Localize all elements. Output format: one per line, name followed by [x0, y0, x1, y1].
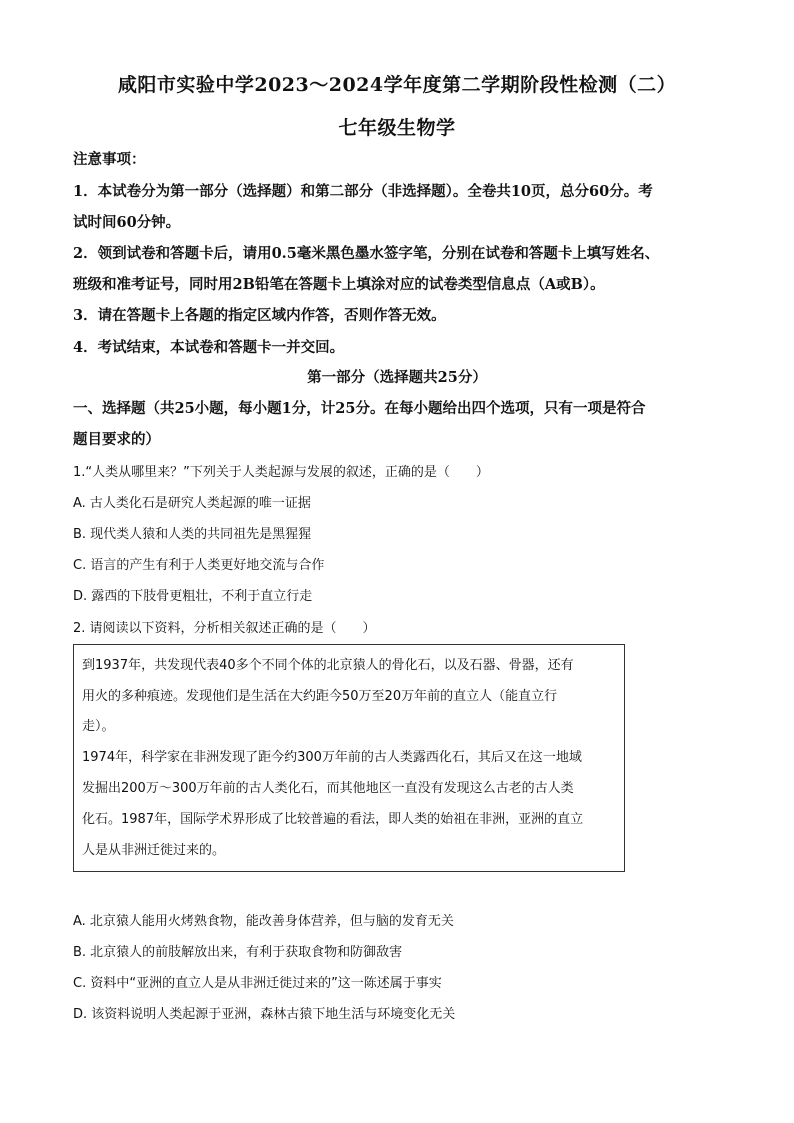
- note-line: 3．请在答题卡上各题的指定区域内作答，否则作答无效。: [73, 307, 446, 324]
- question-2-option-c: C. 资料中“亚洲的直立人是从非洲迁徙过来的”这一陈述属于事实: [73, 976, 442, 991]
- material-line: 到1937年，共发现代表40多个不同个体的北京猿人的骨化石，以及石器、骨器，还有: [82, 658, 574, 673]
- question-2-option-a: A. 北京猿人能用火烤熟食物，能改善身体营养，但与脑的发育无关: [73, 914, 454, 929]
- material-line: 发掘出200万～300万年前的古人类化石，而其他地区一直没有发现这么古老的古人类: [82, 781, 574, 796]
- question-1-option-a: A. 古人类化石是研究人类起源的唯一证据: [73, 496, 311, 511]
- section-heading: 题目要求的）: [73, 431, 160, 448]
- question-1-option-d: D. 露西的下肢骨更粗壮，不利于直立行走: [73, 589, 313, 604]
- exam-subject: 七年级生物学: [338, 117, 456, 139]
- question-1-option-b: B. 现代类人猿和人类的共同祖先是黑猩猩: [73, 527, 312, 542]
- note-line: 4．考试结束，本试卷和答题卡一并交回。: [73, 339, 345, 356]
- material-line: 走）。: [82, 719, 115, 734]
- note-line: 1．本试卷分为第一部分（选择题）和第二部分（非选择题）。全卷共10页，总分60分。考: [73, 183, 653, 200]
- reading-material-box: [73, 644, 625, 872]
- notes-heading: 注意事项：: [73, 151, 146, 168]
- part-heading: 第一部分（选择题共25分）: [307, 369, 487, 386]
- note-line: 班级和准考证号，同时用2B铅笔在答题卡上填涂对应的试卷类型信息点（A或B）。: [73, 276, 605, 293]
- question-2-option-d: D. 该资料说明人类起源于亚洲，森林古猿下地生活与环境变化无关: [73, 1007, 456, 1022]
- material-line: 人是从非洲迁徙过来的。: [82, 843, 226, 858]
- question-1-stem: 1.“人类从哪里来？”下列关于人类起源与发展的叙述，正确的是（ ）: [73, 465, 489, 480]
- material-line: 用火的多种痕迹。发现他们是生活在大约距今50万至20万年前的直立人（能直立行: [82, 689, 558, 704]
- question-1-option-c: C. 语言的产生有利于人类更好地交流与合作: [73, 558, 325, 573]
- exam-title: 咸阳市实验中学2023～2024学年度第二学期阶段性检测（二）: [117, 74, 677, 96]
- note-line: 试时间60分钟。: [73, 214, 181, 231]
- question-2-stem: 2. 请阅读以下资料，分析相关叙述正确的是（ ）: [73, 621, 376, 636]
- section-heading: 一、选择题（共25小题，每小题1分，计25分。在每小题给出四个选项，只有一项是符合: [73, 400, 646, 417]
- material-line: 化石。1987年，国际学术界形成了比较普遍的看法，即人类的始祖在非洲，亚洲的直立: [82, 812, 584, 827]
- question-2-option-b: B. 北京猿人的前肢解放出来，有利于获取食物和防御敌害: [73, 945, 403, 960]
- note-line: 2．领到试卷和答题卡后，请用0.5毫米黑色墨水签字笔，分别在试卷和答题卡上填写姓名、: [73, 245, 660, 262]
- material-line: 1974年，科学家在非洲发现了距今约300万年前的古人类露西化石，其后又在这一地域: [82, 750, 582, 765]
